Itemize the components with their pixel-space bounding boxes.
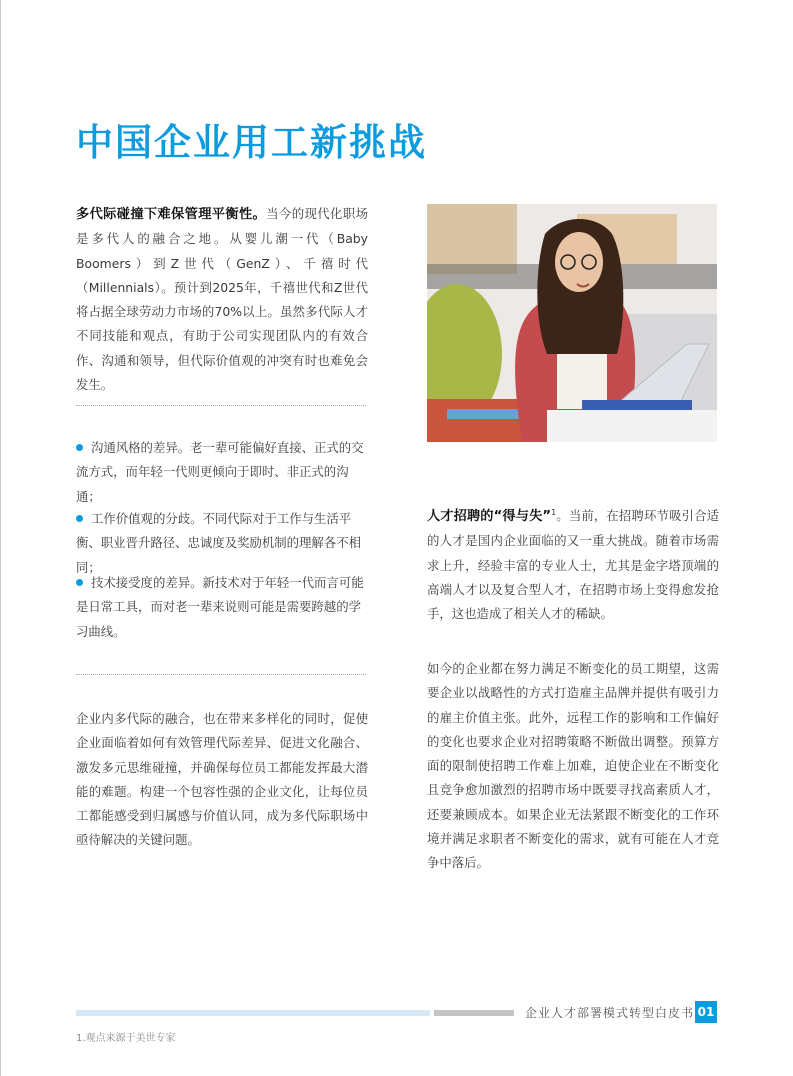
closing-paragraph: 企业内多代际的融合，也在带来多样化的同时，促使企业面临着如何有效管理代际差异、促进文化融合、激发多元思维碰撞，并确保每位员工都能发挥最大潜能的难题。构建一个包容性强的企业文化，让每位员工都能感受到归属感与价值认同，成为多代际职场中亟待解决的关键问题。 [76,711,368,848]
bullet-dot-icon [76,579,83,586]
page-number: 01 [695,1001,717,1023]
bullet-text: 技术接受度的差异。新技术对于年轻一代而言可能是日常工具，而对老一辈来说则可能是需要跨越的学习曲线。 [76,575,364,639]
bullet-dot-icon [76,515,83,522]
woman-laptop-photo [427,204,717,442]
intro-paragraph [76,202,368,397]
recruitment-paragraph [427,504,719,626]
bullet-item [76,507,368,580]
page-title: 中国企业用工新挑战 [76,121,427,164]
bullet-text: 工作价值观的分歧。不同代际对于工作与生活平衡、职业晋升路径、忠诚度及奖励机制的理解各不相同； [76,511,361,575]
section-divider [76,674,366,675]
recruitment-body: 。当前，在招聘环节吸引合适的人才是国内企业面临的又一重大挑战。随着市场需求上升，经验丰富的专业人士，尤其是金字塔顶端的高端人才以及复合型人才，在招聘市场上变得愈发抢手，这也造成了相关人才的稀缺。 [427,508,719,622]
page-edge-line [0,0,1,1076]
intro-body: 当今的现代化职场是多代人的融合之地。从婴儿潮一代（Baby Boomers）到Z世代（GenZ）、千禧时代（Millennials）。预计到2025年，千禧世代和Z世代将占据全球劳动力市场的70%以上。虽然多代际人才不同技能和观点，有助于公司实现团队内的有效合作、沟通和领导，但代际价值观的冲突有时也难免会发生。 [76,206,368,393]
expectations-paragraph: 如今的企业都在努力满足不断变化的员工期望，这需要企业以战略性的方式打造雇主品牌并提供有吸引力的雇主价值主张。此外，远程工作的影响和工作偏好的变化也要求企业对招聘策略不断做出调整。预算方面的限制使招聘工作难上加难，迫使企业在不断变化且竞争愈加激烈的招聘市场中既要寻找高素质人才，还要兼顾成本。如果企业无法紧跟不断变化的工作环境并满足求职者不断变化的需求，就有可能在人才竞争中落后。 [427,661,719,871]
footnote-marker: 1 [551,507,557,517]
footer-bar-gray [434,1010,514,1016]
footnote: 1.观点来源于美世专家 [76,1033,176,1044]
bullet-dot-icon [76,444,83,451]
bullet-text: 沟通风格的差异。老一辈可能偏好直接、正式的交流方式，而年轻一代则更倾向于即时、非正式的沟通； [76,440,364,504]
intro-heading: 多代际碰撞下难保管理平衡性。 [76,207,267,222]
footer-document-title: 企业人才部署模式转型白皮书 [525,1006,695,1020]
bullet-item [76,571,368,644]
footer-bar-blue [76,1010,430,1016]
section-divider [76,405,366,406]
recruitment-heading: 人才招聘的“得与失” [427,509,552,524]
bullet-item [76,436,368,509]
